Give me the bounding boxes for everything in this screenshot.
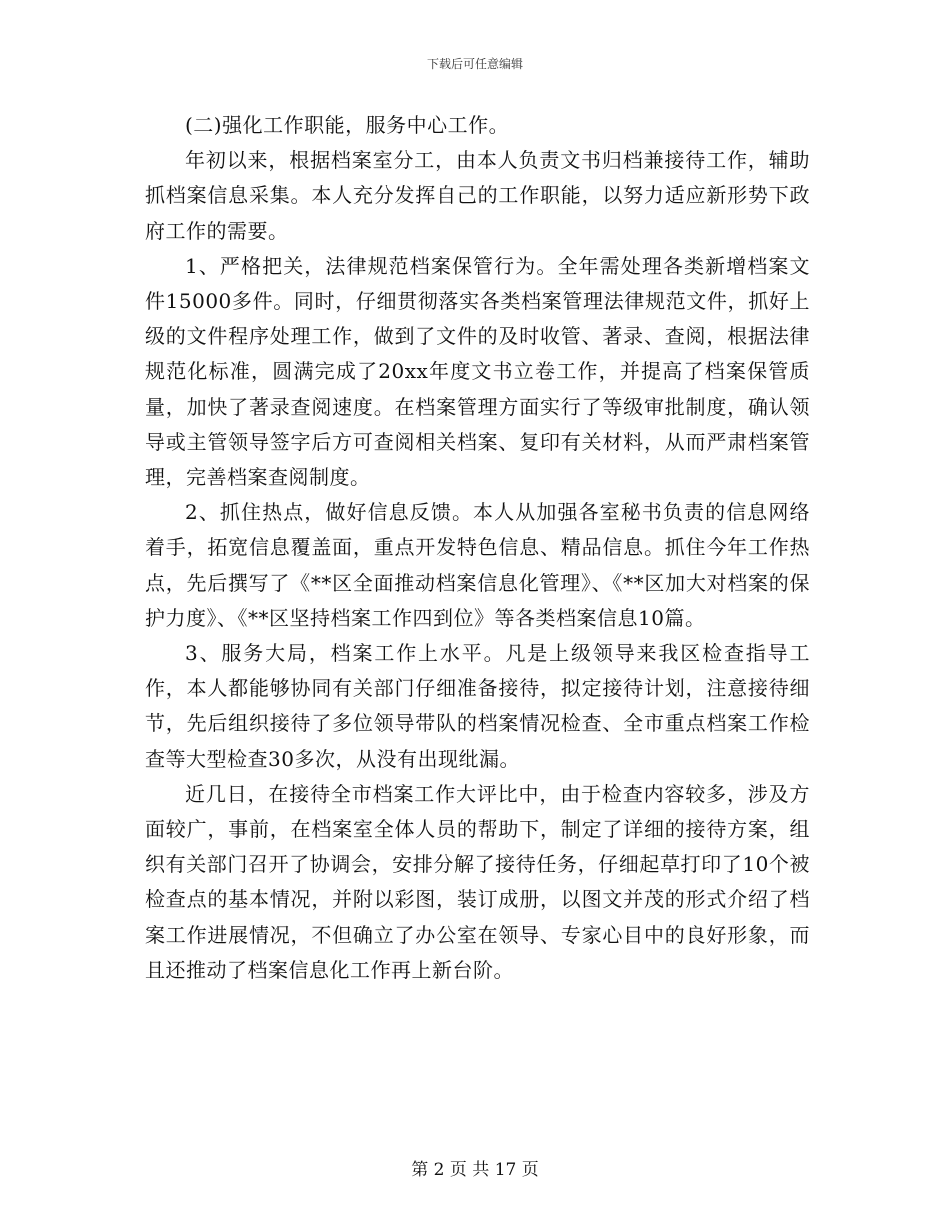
page-header-note: 下载后可任意编辑 [426, 57, 523, 71]
paragraph-item-1: 1、严格把关，法律规范档案保管行为。全年需处理各类新增档案文件15000多件。同时，仔细贯彻落实各类档案管理法律规范文件，抓好上级的文件程序处理工作，做到了文件的及时收管、著录、查阅，根据法律规范化标准，圆满完成了20xx年度文书立卷工作，并提高了档案保管质量，加快了著录查阅速度。在档案管理方面实行了等级审批制度，确认领导或主管领导签字后方可查阅相关档案、复印有关材料，从而严肃档案管理，完善档案查阅制度。 [145, 253, 810, 490]
paragraph-intro: 年初以来，根据档案室分工，由本人负责文书归档兼接待工作，辅助抓档案信息采集。本人充分发挥自己的工作职能，以努力适应新形势下政府工作的需要。 [145, 148, 810, 243]
paragraph-item-3: 3、服务大局，档案工作上水平。凡是上级领导来我区检查指导工作，本人都能够协同有关部门仔细准备接待，拟定接待计划，注意接待细节，先后组织接待了多位领导带队的档案情况检查、全市重点档案工作检查等大型检查30多次，从没有出现纰漏。 [145, 641, 810, 771]
section-heading: (二)强化工作职能，服务中心工作。 [185, 113, 510, 137]
paragraph-recent: 近几日，在接待全市档案工作大评比中，由于检查内容较多，涉及方面较广，事前，在档案室全体人员的帮助下，制定了详细的接待方案，组织有关部门召开了协调会，安排分解了接待任务，仔细起草打印了10个被检查点的基本情况，并附以彩图，装订成册，以图文并茂的形式介绍了档案工作进展情况，不但确立了办公室在领导、专家心目中的良好形象，而且还推动了档案信息化工作再上新台阶。 [145, 781, 810, 982]
page-number: 第 2 页 共 17 页 [411, 1160, 539, 1180]
document-body [145, 108, 810, 988]
paragraph-item-2: 2、抓住热点，做好信息反馈。本人从加强各室秘书负责的信息网络着手，拓宽信息覆盖面，重点开发特色信息、精品信息。抓住今年工作热点，先后撰写了《**区全面推动档案信息化管理》、《**区加大对档案的保护力度》、《**区坚持档案工作四到位》等各类档案信息10篇。 [145, 500, 810, 630]
